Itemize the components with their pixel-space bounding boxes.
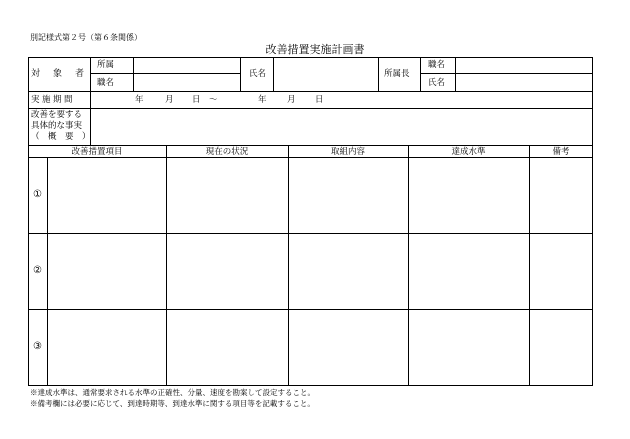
period-month-end: 月	[287, 95, 296, 105]
period-bottom	[28, 108, 593, 109]
affiliation-label: 所属	[97, 60, 115, 70]
v-col-3	[288, 145, 289, 386]
row-2-bottom	[28, 309, 593, 310]
v-col-5	[529, 145, 530, 386]
row1-split-left	[90, 73, 240, 74]
period-day-end: 日	[315, 95, 324, 105]
supervisor-position-label: 職名	[428, 60, 446, 70]
note-target-level: ※達成水準は、通常要求される水準の正確性、分量、速度を勘案して設定すること。	[30, 388, 315, 397]
row1-split-right	[420, 73, 593, 74]
col-header-actions: 取組内容	[330, 147, 365, 157]
row-number-2: ②	[33, 265, 42, 276]
facts-label-2: 具体的な事実	[31, 121, 83, 131]
facts-bottom	[28, 145, 593, 146]
col-header-status: 現在の状況	[205, 147, 249, 157]
row-number-1: ①	[33, 189, 42, 200]
subject-label: 対 象 者	[31, 69, 87, 79]
v-row1-f	[420, 57, 421, 91]
v-row1-e	[378, 57, 379, 91]
col-header-target: 達成水準	[451, 147, 486, 157]
v-row1-g	[455, 57, 456, 91]
table-border	[28, 57, 593, 386]
name-label: 氏名	[249, 69, 267, 79]
position-label: 職名	[97, 78, 115, 88]
col-header-remarks: 備考	[552, 147, 570, 157]
period-day-start: 日	[192, 95, 201, 105]
header-bottom	[28, 157, 593, 158]
period-year-start: 年	[135, 95, 144, 105]
period-tilde: ～	[209, 95, 218, 105]
row1-bottom	[28, 91, 593, 92]
period-label: 実施期間	[31, 95, 76, 105]
note-remarks: ※備考欄には必要に応じて、到達時期等、到達水準に関する項目等を記載すること。	[30, 399, 315, 408]
document-title: 改善措置実施計画書	[265, 43, 365, 56]
v-col-4	[408, 145, 409, 386]
facts-label-3: （ 概 要 ）	[31, 132, 91, 142]
v-row1-a	[90, 57, 91, 91]
row-number-3: ③	[33, 341, 42, 352]
v-col-2	[166, 145, 167, 386]
col-header-measures: 改善措置項目	[71, 147, 123, 157]
row-1-bottom	[28, 233, 593, 234]
period-year-end: 年	[258, 95, 267, 105]
v-row1-d	[273, 57, 274, 91]
v-num-col	[47, 157, 48, 386]
facts-label-1: 改善を要する	[31, 110, 83, 120]
supervisor-label: 所属長	[384, 69, 410, 79]
form-label: 別記様式第２号（第６条関係）	[30, 33, 142, 42]
v-row1-c	[240, 57, 241, 91]
period-month-start: 月	[165, 95, 174, 105]
v-row1-b	[133, 57, 134, 91]
supervisor-name-label: 氏名	[428, 78, 446, 88]
